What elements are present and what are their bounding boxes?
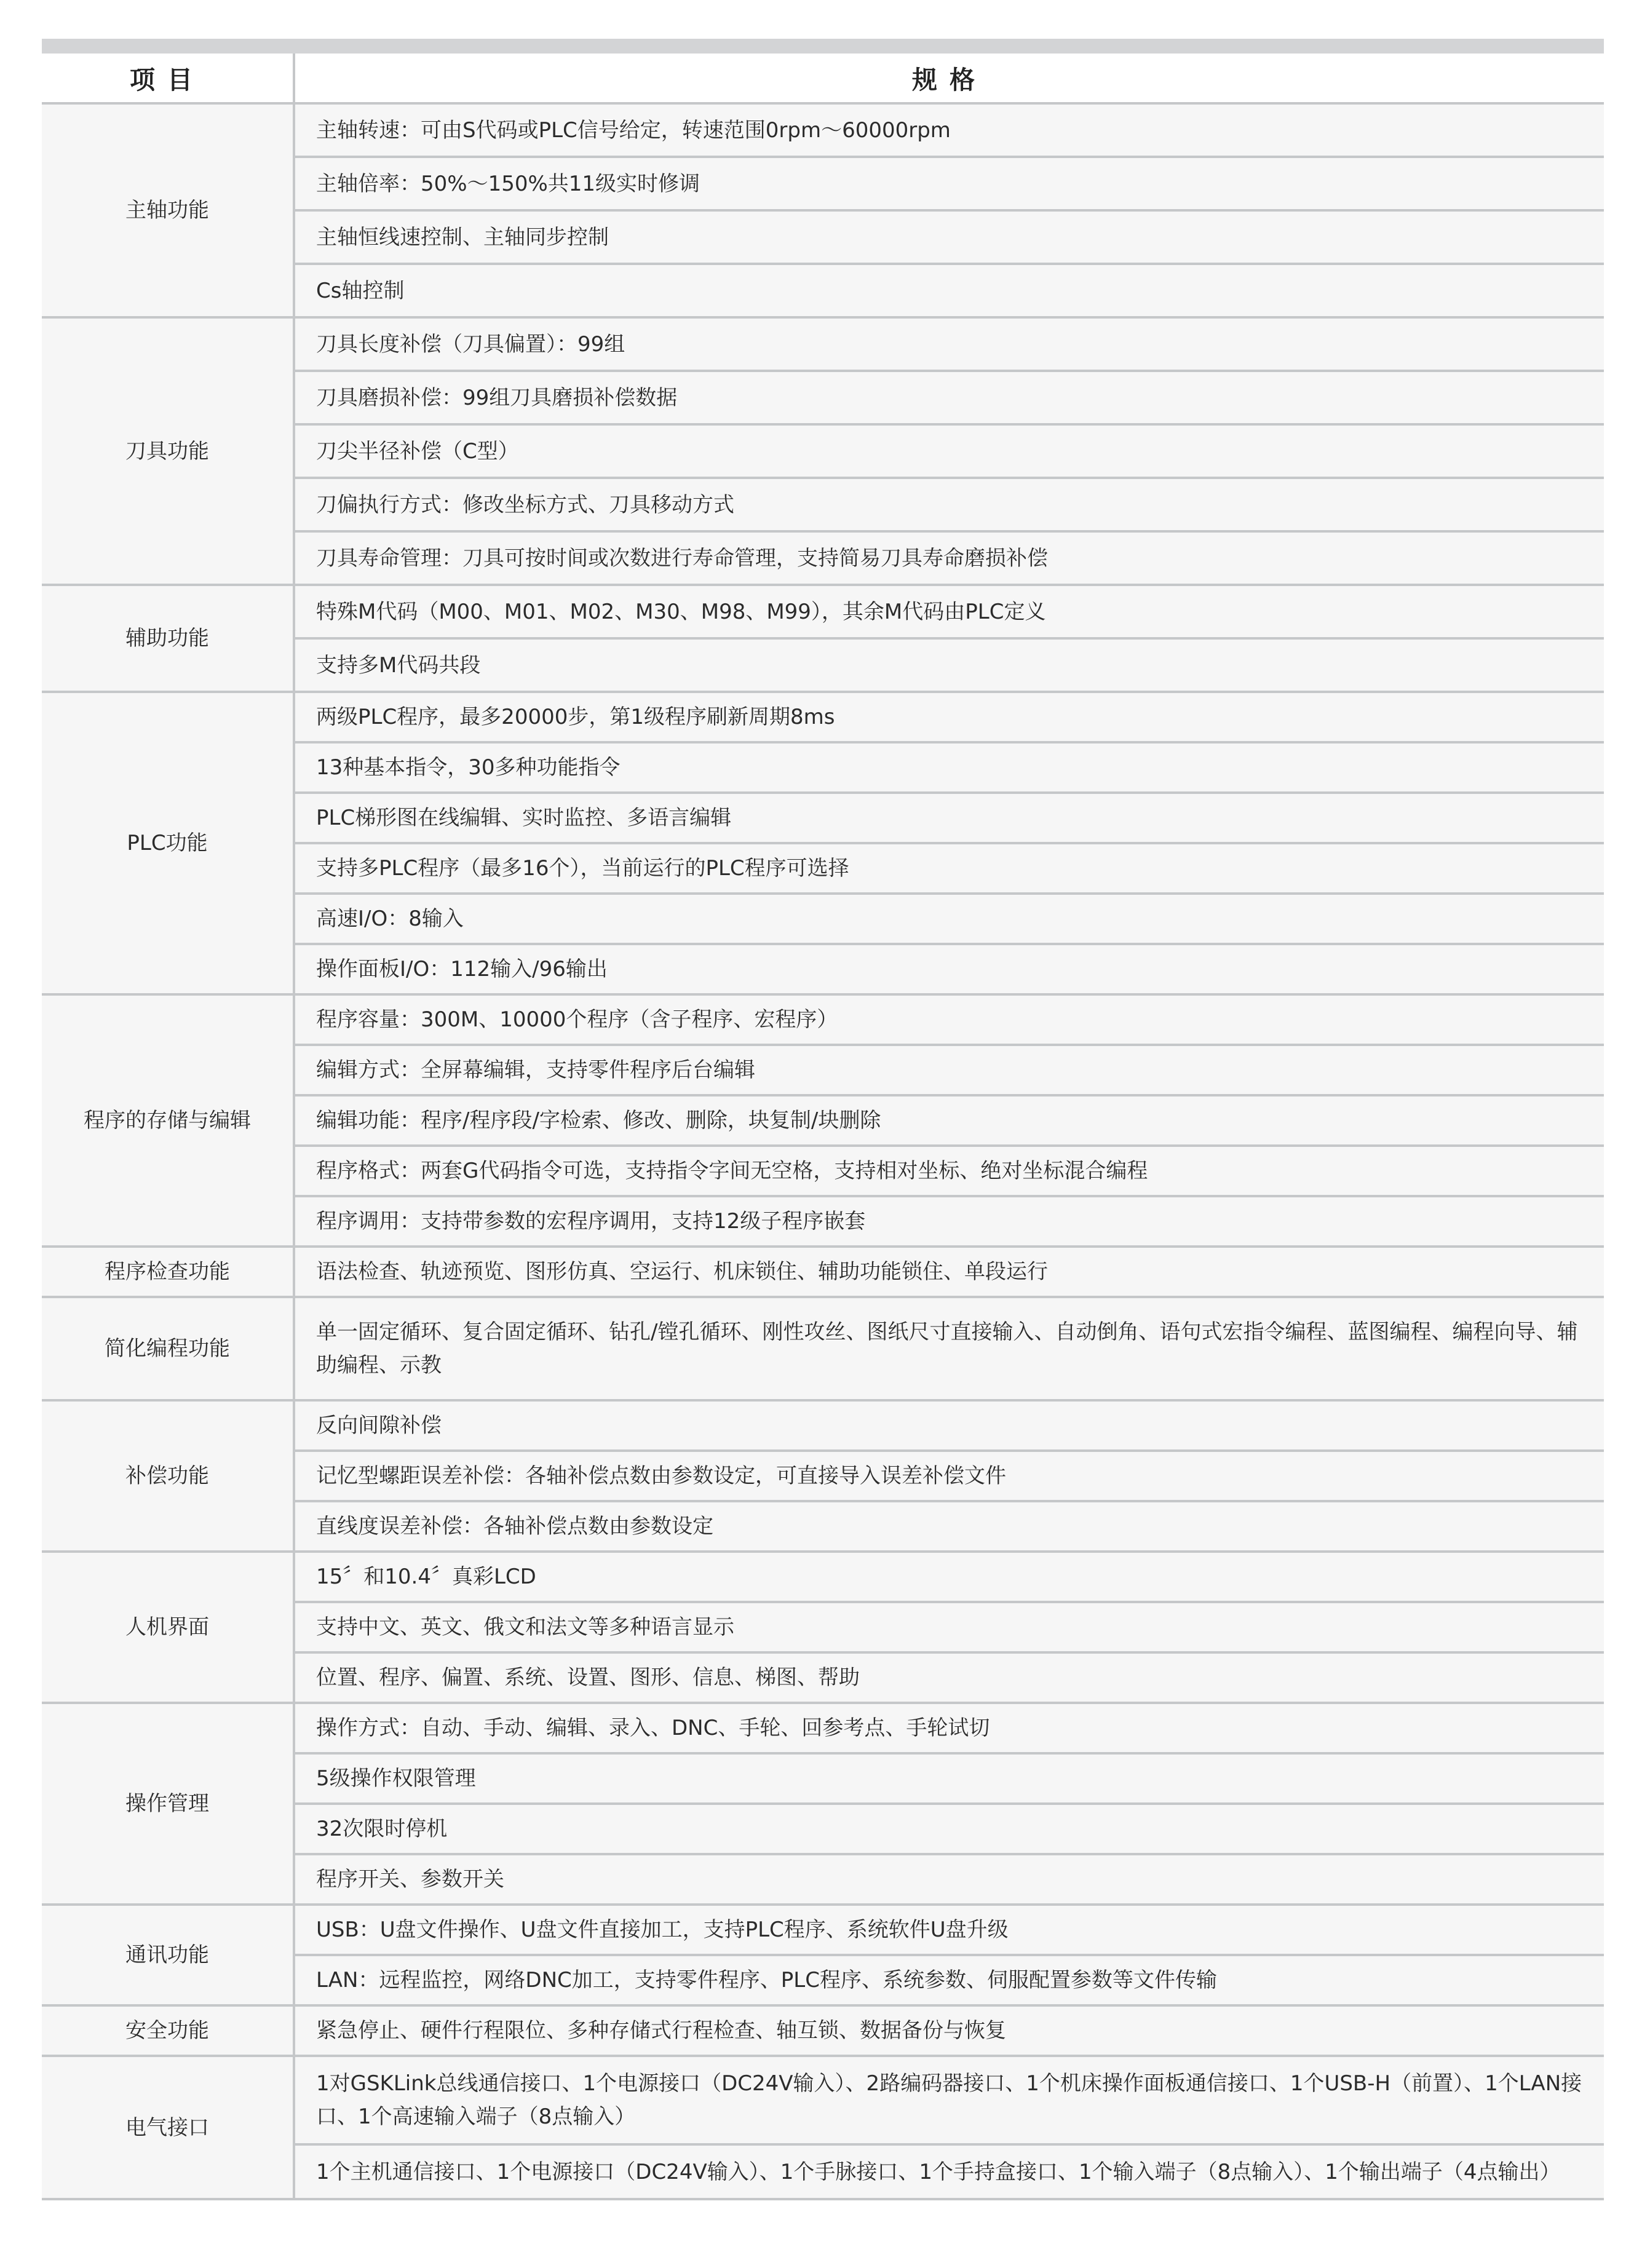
category-cell: 通讯功能 bbox=[42, 1905, 294, 2005]
spec-cell: 主轴转速：可由S代码或PLC信号给定，转速范围0rpm～60000rpm bbox=[294, 103, 1604, 157]
spec-cell: 单一固定循环、复合固定循环、钻孔/镗孔循环、刚性攻丝、图纸尺寸直接输入、自动倒角、语句式宏指令编程、蓝图编程、编程向导、辅助编程、示教 bbox=[294, 1297, 1604, 1400]
spec-cell: Cs轴控制 bbox=[294, 264, 1604, 317]
spec-cell: 程序开关、参数开关 bbox=[294, 1854, 1604, 1905]
spec-cell: 主轴恒线速控制、主轴同步控制 bbox=[294, 210, 1604, 264]
spec-cell: 程序容量：300M、10000个程序（含子程序、宏程序） bbox=[294, 994, 1604, 1045]
spec-cell: 紧急停止、硬件行程限位、多种存储式行程检查、轴互锁、数据备份与恢复 bbox=[294, 2005, 1604, 2056]
table-row bbox=[42, 994, 1604, 1045]
table-body bbox=[42, 103, 1604, 2199]
spec-cell: 13种基本指令，30多种功能指令 bbox=[294, 742, 1604, 793]
spec-cell: 程序调用：支持带参数的宏程序调用，支持12级子程序嵌套 bbox=[294, 1196, 1604, 1247]
table-header bbox=[42, 54, 1604, 103]
table-row bbox=[42, 1297, 1604, 1400]
spec-cell: 1个主机通信接口、1个电源接口（DC24V输入）、1个手脉接口、1个手持盒接口、1个输入端子（8点输入）、1个输出端子（4点输出） bbox=[294, 2144, 1604, 2199]
header-row bbox=[42, 54, 1604, 103]
table-row bbox=[42, 1552, 1604, 1602]
spec-cell: 1对GSKLink总线通信接口、1个电源接口（DC24V输入）、2路编码器接口、1个机床操作面板通信接口、1个USB-H（前置）、1个LAN接口、1个高速输入端子（8点输入） bbox=[294, 2056, 1604, 2144]
table-row bbox=[42, 1703, 1604, 1753]
spec-cell: 支持多M代码共段 bbox=[294, 638, 1604, 692]
top-decor-bar bbox=[42, 39, 1604, 54]
category-cell: 程序的存储与编辑 bbox=[42, 994, 294, 1247]
table-row bbox=[42, 1905, 1604, 1955]
spec-cell: 反向间隙补偿 bbox=[294, 1400, 1604, 1451]
spec-cell: 操作面板I/O：112输入/96输出 bbox=[294, 944, 1604, 994]
spec-cell: 高速I/O：8输入 bbox=[294, 894, 1604, 944]
table-row bbox=[42, 1400, 1604, 1451]
category-cell: 补偿功能 bbox=[42, 1400, 294, 1552]
spec-table-container bbox=[42, 39, 1604, 2200]
category-cell: 辅助功能 bbox=[42, 585, 294, 692]
category-cell: 操作管理 bbox=[42, 1703, 294, 1905]
spec-cell: 5级操作权限管理 bbox=[294, 1753, 1604, 1804]
spec-cell: 刀偏执行方式：修改坐标方式、刀具移动方式 bbox=[294, 478, 1604, 531]
table-row bbox=[42, 103, 1604, 157]
table-row bbox=[42, 2005, 1604, 2056]
category-cell: 程序检查功能 bbox=[42, 1247, 294, 1297]
category-cell: 刀具功能 bbox=[42, 317, 294, 585]
spec-cell: USB：U盘文件操作、U盘文件直接加工，支持PLC程序、系统软件U盘升级 bbox=[294, 1905, 1604, 1955]
spec-cell: PLC梯形图在线编辑、实时监控、多语言编辑 bbox=[294, 793, 1604, 843]
spec-cell: LAN：远程监控，网络DNC加工，支持零件程序、PLC程序、系统参数、伺服配置参数等文件传输 bbox=[294, 1955, 1604, 2005]
table-row bbox=[42, 1247, 1604, 1297]
header-spec: 规格 bbox=[294, 54, 1604, 103]
spec-table bbox=[42, 54, 1604, 2200]
table-row bbox=[42, 692, 1604, 742]
spec-cell: 刀具寿命管理：刀具可按时间或次数进行寿命管理，支持简易刀具寿命磨损补偿 bbox=[294, 531, 1604, 585]
category-cell: 简化编程功能 bbox=[42, 1297, 294, 1400]
table-row bbox=[42, 317, 1604, 371]
category-cell: 主轴功能 bbox=[42, 103, 294, 317]
category-cell: PLC功能 bbox=[42, 692, 294, 994]
spec-cell: 支持中文、英文、俄文和法文等多种语言显示 bbox=[294, 1602, 1604, 1652]
spec-cell: 编辑方式：全屏幕编辑，支持零件程序后台编辑 bbox=[294, 1045, 1604, 1095]
spec-cell: 语法检查、轨迹预览、图形仿真、空运行、机床锁住、辅助功能锁住、单段运行 bbox=[294, 1247, 1604, 1297]
spec-cell: 15〞和10.4〞真彩LCD bbox=[294, 1552, 1604, 1602]
spec-cell: 32次限时停机 bbox=[294, 1804, 1604, 1854]
spec-cell: 编辑功能：程序/程序段/字检索、修改、删除，块复制/块删除 bbox=[294, 1095, 1604, 1146]
spec-cell: 程序格式：两套G代码指令可选，支持指令字间无空格，支持相对坐标、绝对坐标混合编程 bbox=[294, 1146, 1604, 1196]
category-cell: 电气接口 bbox=[42, 2056, 294, 2199]
spec-cell: 操作方式：自动、手动、编辑、录入、DNC、手轮、回参考点、手轮试切 bbox=[294, 1703, 1604, 1753]
table-row bbox=[42, 2056, 1604, 2144]
spec-cell: 支持多PLC程序（最多16个），当前运行的PLC程序可选择 bbox=[294, 843, 1604, 894]
spec-cell: 两级PLC程序，最多20000步，第1级程序刷新周期8ms bbox=[294, 692, 1604, 742]
table-row bbox=[42, 585, 1604, 638]
header-item: 项目 bbox=[42, 54, 294, 103]
spec-cell: 刀具磨损补偿：99组刀具磨损补偿数据 bbox=[294, 371, 1604, 424]
spec-cell: 主轴倍率：50%～150%共11级实时修调 bbox=[294, 157, 1604, 210]
category-cell: 人机界面 bbox=[42, 1552, 294, 1703]
spec-cell: 刀尖半径补偿（C型） bbox=[294, 424, 1604, 478]
spec-cell: 特殊M代码（M00、M01、M02、M30、M98、M99），其余M代码由PLC定义 bbox=[294, 585, 1604, 638]
category-cell: 安全功能 bbox=[42, 2005, 294, 2056]
spec-cell: 刀具长度补偿（刀具偏置）：99组 bbox=[294, 317, 1604, 371]
spec-cell: 位置、程序、偏置、系统、设置、图形、信息、梯图、帮助 bbox=[294, 1652, 1604, 1703]
spec-cell: 直线度误差补偿：各轴补偿点数由参数设定 bbox=[294, 1501, 1604, 1552]
spec-cell: 记忆型螺距误差补偿：各轴补偿点数由参数设定，可直接导入误差补偿文件 bbox=[294, 1451, 1604, 1501]
